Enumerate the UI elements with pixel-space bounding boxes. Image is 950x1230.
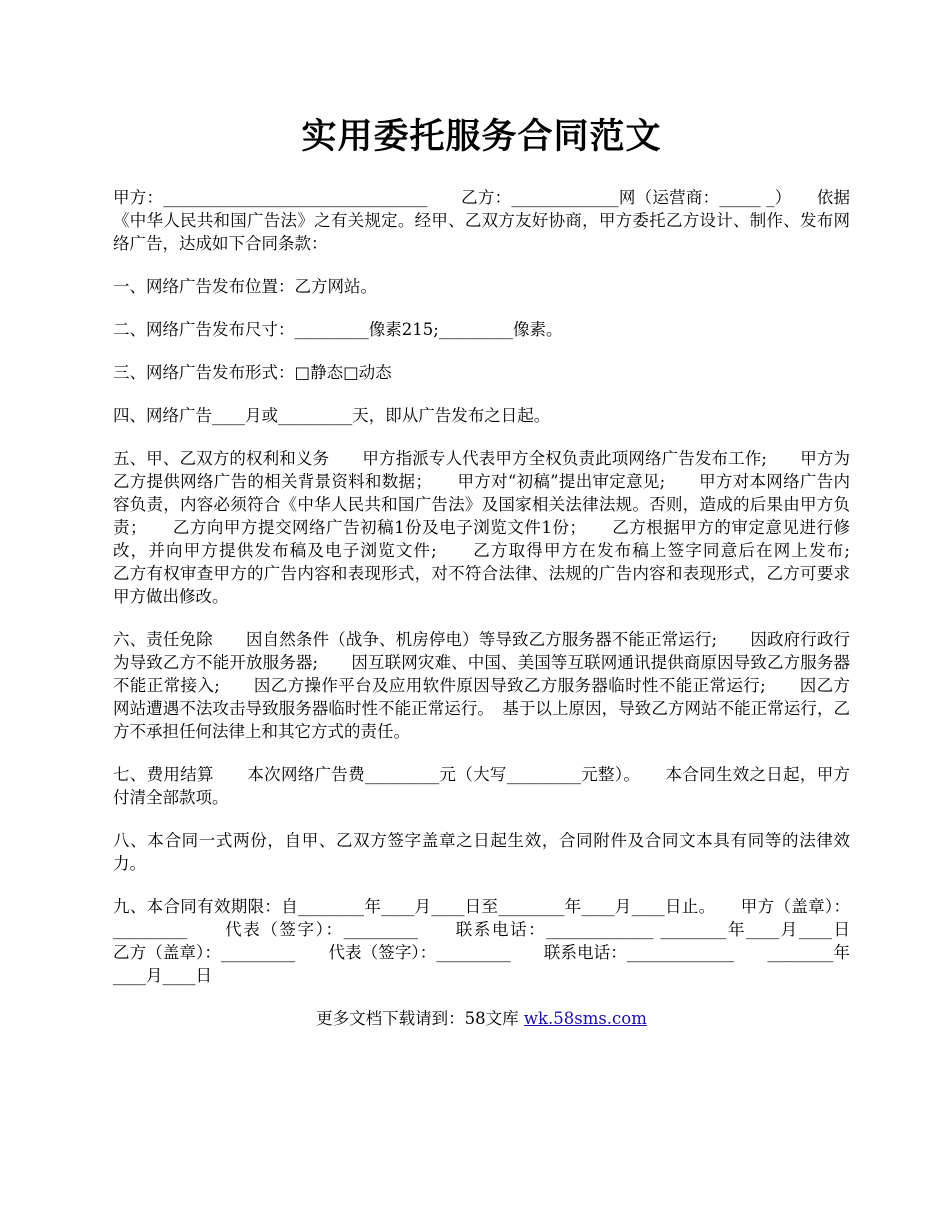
paragraph-clause-3: 三、网络广告发布形式：□静态□动态 bbox=[113, 363, 392, 382]
footer-link[interactable]: wk.58sms.com bbox=[523, 1009, 647, 1028]
paragraph-clause-2: 二、网络广告发布尺寸：_________像素215;_________像素。 bbox=[113, 320, 563, 339]
download-footer bbox=[113, 1007, 850, 1030]
paragraph-clause-7: 七、费用结算 本次网络广告费_________元（大写_________元整）。 本合同生效之日起，甲方付清全部款项。 bbox=[113, 765, 850, 807]
paragraph-clause-8: 八、本合同一式两份，自甲、乙双方签字盖章之日起生效，合同附件及合同文本具有同等的法律效力。 bbox=[113, 831, 850, 873]
footer-text: 更多文档下载请到：58文库 bbox=[316, 1009, 524, 1028]
paragraph-clause-6: 六、责任免除 因自然条件（战争、机房停电）等导致乙方服务器不能正常运行; 因政府行政行为导致乙方不能开放服务器; 因互联网灾难、中国、美国等互联网通讯提供商原因导致乙方服务器不能正常接入; 因乙方操作平台及应用软件原因导致乙方服务器临时性不能正常运行; 因乙方网站遭遇不法攻击导致服务器临时性不能正常运行。 基于以上原因，导致乙方网站不能正常运行，乙方不承担任何法律上和其它方式的责任。 bbox=[113, 630, 850, 741]
paragraph-intro: 甲方：________________________________ 乙方：_____________网（运营商：_____ _） 依据《中华人民共和国广告法》之有关规定。经甲、乙双方友好协商，甲方委托乙方设计、制作、发布网络广告，达成如下合同条款： bbox=[113, 188, 850, 253]
document-page bbox=[113, 112, 883, 1030]
paragraph-clause-1: 一、网络广告发布位置：乙方网站。 bbox=[113, 277, 377, 296]
document-title: 实用委托服务合同范文 bbox=[301, 116, 662, 157]
paragraph-clause-9: 九、本合同有效期限：自________年____月____日至________年____月____日止。 甲方（盖章）：_________ 代表（签字）：_________ 联系电话：_____________ ________年____月____日 乙方（盖章）：_________ 代表（签字）：_________ 联系电话：_____________ ________年____月____日 bbox=[113, 897, 883, 985]
paragraph-clause-4: 四、网络广告____月或_________天，即从广告发布之日起。 bbox=[113, 406, 551, 425]
paragraph-clause-5: 五、甲、乙双方的权利和义务 甲方指派专人代表甲方全权负责此项网络广告发布工作; 甲方为乙方提供网络广告的相关背景资料和数据； 甲方对“初稿”提出审定意见; 甲方对本网络广告内容负责，内容必须符合《中华人民共和国广告法》及国家相关法律法规。否则，造成的后果由甲方负责； 乙方向甲方提交网络广告初稿1份及电子浏览文件1份； 乙方根据甲方的审定意见进行修改，并向甲方提供发布稿及电子浏览文件; 乙方取得甲方在发布稿上签字同意后在网上发布; 乙方有权审查甲方的广告内容和表现形式，对不符合法律、法规的广告内容和表现形式，乙方可要求甲方做出修改。 bbox=[113, 449, 883, 606]
